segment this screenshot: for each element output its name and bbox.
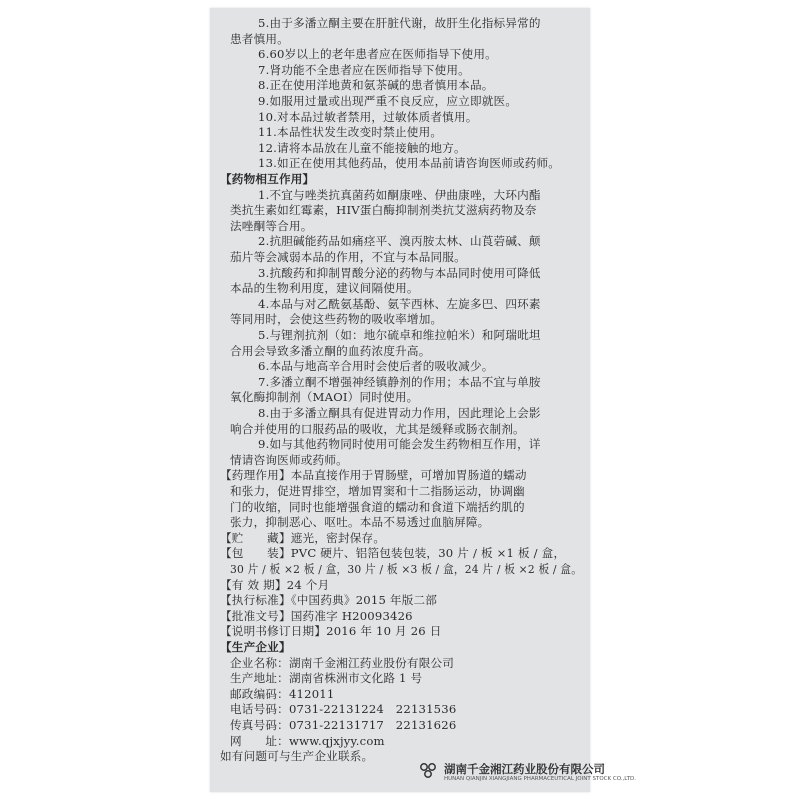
text-line: 12.请将本品放在儿童不能接触的地方。	[258, 140, 466, 155]
text-line: 电话号码：0731-22131224 22131536	[230, 702, 457, 717]
text-line: 7.肾功能不全患者应在医师指导下使用。	[258, 62, 470, 77]
section-pharmacology: 【药理作用】本品直接作用于胃肠壁，可增加胃肠道的蠕动	[220, 468, 527, 483]
section-approval: 【批准文号】国药准字 H20093426	[220, 608, 413, 623]
text-line: 张力，抑制恶心、呕吐。本品不易透过血脑屏障。	[230, 515, 490, 530]
text-line: 合用会导致多潘立酮的血药浓度升高。	[230, 343, 431, 358]
text-line: 情请咨询医师或药师。	[230, 452, 348, 467]
text-line: 5.与锂剂抗剂（如：地尔硫卓和维拉帕米）和阿瑞吡坦	[258, 328, 541, 342]
section-standard: 【执行标准】《中国药典》2015 年版二部	[220, 593, 438, 608]
text-line: 13.如正在使用其他药品，使用本品前请咨询医师或药师。	[258, 156, 561, 171]
company-name-cn: 湖南千金湘江药业股份有限公司	[444, 762, 605, 776]
text-line: 10.对本品过敏者禁用，过敏体质者慎用。	[258, 109, 478, 124]
section-validity: 【有 效 期】24 个月	[220, 577, 330, 592]
text-line: 5.由于多潘立酮主要在肝脏代谢，故肝生化指标异常的	[258, 16, 541, 30]
qianjin-logo-icon	[418, 760, 438, 780]
section-revision-date: 【说明书修订日期】2016 年 10 月 26 日	[220, 624, 442, 639]
text-line: 4.本品与对乙酰氨基酚、氨苄西林、左旋多巴、四环素	[258, 296, 541, 311]
text-line: 1.不宜与唑类抗真菌药如酮康唑、伊曲康唑，大环内酯	[258, 187, 541, 202]
text-line: 11.本品性状发生改变时禁止使用。	[258, 125, 443, 140]
text-line: 患者慎用。	[230, 31, 289, 46]
contact-note: 如有问题可与生产企业联系。	[220, 749, 374, 764]
text-line: 企业名称：湖南千金湘江药业股份有限公司	[230, 655, 455, 670]
text-line: 6.本品与地高辛合用时会使后者的吸收减少。	[258, 359, 494, 374]
text-line: 网 址：www.qjxjyy.com	[230, 733, 385, 748]
text-line: 8.正在使用洋地黄和氨茶碱的患者慎用本品。	[258, 78, 494, 93]
text-line: 6.60岁以上的老年患者应在医师指导下使用。	[258, 47, 497, 62]
text-line: 茄片等会减弱本品的作用，不宜与本品同服。	[230, 250, 466, 264]
section-heading-interactions: 【药物相互作用】	[220, 172, 315, 186]
text-line: 8.由于多潘立酮具有促进胃动力作用，因此理论上会影	[258, 406, 541, 420]
text-line: 门的收缩，同时也能增强食道的蠕动和食道下端括约肌的	[230, 499, 525, 514]
text-line: 响合并使用的口服药品的吸收，尤其是缓释或肠衣制剂。	[230, 421, 525, 436]
section-manufacturer: 【生产企业】	[220, 640, 291, 654]
text-line: 30 片 / 板 ×2 板 / 盒，30 片 / 板 ×3 板 / 盒，24 片 / 板 ×2 板 / 盒。	[230, 562, 583, 576]
text-line: 邮政编码：412011	[230, 686, 335, 701]
section-package: 【包 装】PVC 硬片、铝箔包装包装，30 片 / 板 ×1 板 / 盒，	[220, 546, 566, 561]
section-storage: 【贮 藏】遮光，密封保存。	[220, 530, 386, 545]
text-line: 传真号码：0731-22131717 22131626	[230, 718, 457, 732]
text-line: 法唑酮等合用。	[230, 218, 313, 233]
company-name-en: HUNAN QIANJIN XIANGJIANG PHARMACEUTICAL JOINT STOCK CO.,LTD.	[444, 776, 636, 782]
text-line: 3.抗酸药和抑制胃酸分泌的药物与本品同时使用可降低	[258, 265, 541, 280]
text-line: 等同用时，会使这些药物的吸收率增加。	[230, 312, 443, 327]
text-line: 和张力，促进胃排空，增加胃窦和十二指肠运动，协调幽	[230, 484, 525, 498]
text-line: 2.抗胆碱能药品如痛痉平、溴丙胺太林、山莨菪碱、颠	[258, 234, 541, 249]
drug-leaflet	[210, 8, 590, 792]
text-line: 氧化酶抑制剂（MAOI）同时使用。	[230, 390, 419, 405]
text-line: 7.多潘立酮不增强神经镇静剂的作用；本品不宜与单胺	[258, 374, 541, 389]
text-line: 本品的生物利用度，建议间隔使用。	[230, 281, 419, 296]
manufacturer-footer	[418, 760, 636, 786]
text-line: 9.如与其他药物同时使用可能会发生药物相互作用，详	[258, 437, 541, 452]
text-line: 生产地址：湖南省株洲市文化路 1 号	[230, 671, 423, 686]
text-line: 类抗生素如红霉素，HIV蛋白酶抑制剂类抗艾滋病药物及奈	[230, 203, 537, 218]
text-line: 9.如服用过量或出现严重不良反应，应立即就医。	[258, 94, 518, 108]
